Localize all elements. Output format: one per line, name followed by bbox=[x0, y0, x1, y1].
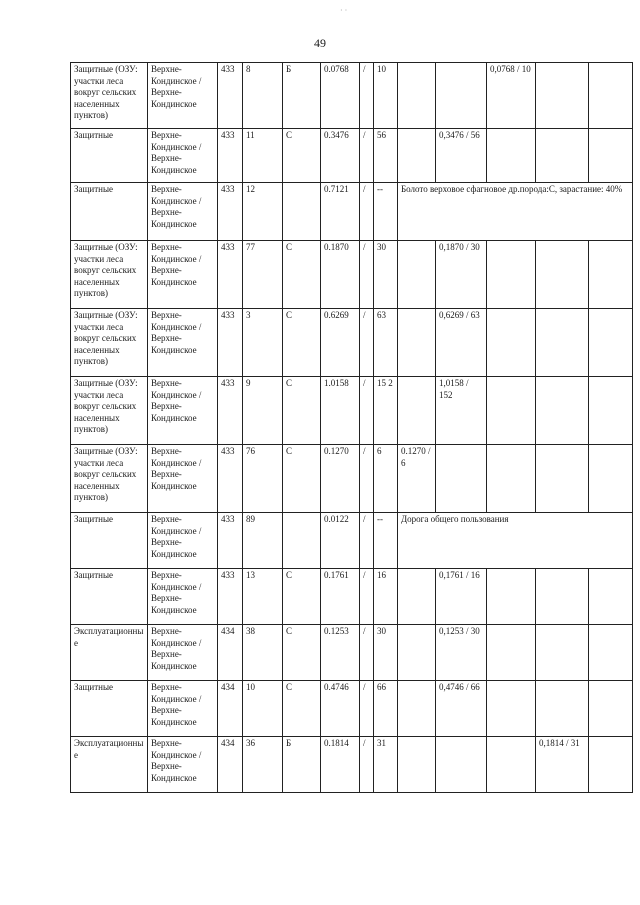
cell-age: 63 bbox=[374, 309, 398, 377]
cell-plot: 10 bbox=[243, 681, 283, 737]
cell-category: Эксплуатационные bbox=[71, 737, 148, 793]
cell-class-2: 0,6269 / 63 bbox=[436, 309, 487, 377]
cell-note: Болото верховое сфагновое др.порода:С, зарастание: 40% bbox=[398, 183, 633, 241]
cell-separator: / bbox=[360, 241, 374, 309]
cell-area: 0.0122 bbox=[321, 513, 360, 569]
cell-class-4 bbox=[536, 625, 589, 681]
cell-age: -- bbox=[374, 513, 398, 569]
cell-forestry: Верхне-Кондинское / Верхне-Кондинское bbox=[148, 129, 218, 183]
cell-quarter: 433 bbox=[218, 445, 243, 513]
cell-class-3 bbox=[487, 681, 536, 737]
cell-separator: / bbox=[360, 129, 374, 183]
cell-plot: 9 bbox=[243, 377, 283, 445]
cell-plot: 3 bbox=[243, 309, 283, 377]
cell-age: 16 bbox=[374, 569, 398, 625]
cell-class-1 bbox=[398, 625, 436, 681]
cell-quarter: 433 bbox=[218, 309, 243, 377]
cell-class-1 bbox=[398, 737, 436, 793]
cell-note: Дорога общего пользования bbox=[398, 513, 633, 569]
cell-species: Б bbox=[283, 737, 321, 793]
cell-plot: 13 bbox=[243, 569, 283, 625]
cell-species: С bbox=[283, 241, 321, 309]
cell-forestry: Верхне-Кондинское / Верхне-Кондинское bbox=[148, 569, 218, 625]
cell-forestry: Верхне-Кондинское / Верхне-Кондинское bbox=[148, 241, 218, 309]
cell-area: 0.1814 bbox=[321, 737, 360, 793]
cell-class-4 bbox=[536, 241, 589, 309]
cell-empty bbox=[589, 309, 633, 377]
cell-empty bbox=[589, 737, 633, 793]
cell-species: С bbox=[283, 129, 321, 183]
cell-category: Защитные bbox=[71, 183, 148, 241]
cell-quarter: 433 bbox=[218, 183, 243, 241]
cell-species: Б bbox=[283, 63, 321, 129]
cell-empty bbox=[589, 63, 633, 129]
cell-age: 56 bbox=[374, 129, 398, 183]
cell-class-2 bbox=[436, 445, 487, 513]
cell-quarter: 434 bbox=[218, 625, 243, 681]
table-body bbox=[71, 63, 633, 793]
cell-area: 1.0158 bbox=[321, 377, 360, 445]
cell-species: С bbox=[283, 569, 321, 625]
cell-separator: / bbox=[360, 737, 374, 793]
cell-category: Защитные (ОЗУ: участки леса вокруг сельских населенных пунктов) bbox=[71, 63, 148, 129]
cell-class-3 bbox=[487, 737, 536, 793]
cell-age: 30 bbox=[374, 241, 398, 309]
cell-plot: 76 bbox=[243, 445, 283, 513]
table-row bbox=[71, 513, 633, 569]
cell-age: 66 bbox=[374, 681, 398, 737]
cell-species: С bbox=[283, 625, 321, 681]
cell-category: Защитные bbox=[71, 681, 148, 737]
cell-quarter: 434 bbox=[218, 681, 243, 737]
cell-separator: / bbox=[360, 63, 374, 129]
cell-forestry: Верхне-Кондинское / Верхне-Кондинское bbox=[148, 625, 218, 681]
cell-separator: / bbox=[360, 377, 374, 445]
cell-plot: 8 bbox=[243, 63, 283, 129]
page-number: 49 bbox=[314, 36, 326, 50]
cell-species: С bbox=[283, 445, 321, 513]
cell-forestry: Верхне-Кондинское / Верхне-Кондинское bbox=[148, 309, 218, 377]
table-row bbox=[71, 63, 633, 129]
cell-class-2 bbox=[436, 63, 487, 129]
cell-forestry: Верхне-Кондинское / Верхне-Кондинское bbox=[148, 445, 218, 513]
cell-class-3 bbox=[487, 309, 536, 377]
cell-empty bbox=[589, 241, 633, 309]
cell-class-4 bbox=[536, 377, 589, 445]
cell-forestry: Верхне-Кондинское / Верхне-Кондинское bbox=[148, 513, 218, 569]
cell-class-3 bbox=[487, 377, 536, 445]
cell-class-4 bbox=[536, 681, 589, 737]
cell-age: 15 2 bbox=[374, 377, 398, 445]
cell-forestry: Верхне-Кондинское / Верхне-Кондинское bbox=[148, 681, 218, 737]
cell-species: С bbox=[283, 681, 321, 737]
cell-species: С bbox=[283, 377, 321, 445]
scan-artifact: · · bbox=[340, 6, 348, 15]
cell-age: 31 bbox=[374, 737, 398, 793]
cell-category: Защитные bbox=[71, 569, 148, 625]
cell-age: 6 bbox=[374, 445, 398, 513]
cell-area: 0.1253 bbox=[321, 625, 360, 681]
table-row bbox=[71, 737, 633, 793]
cell-class-4: 0,1814 / 31 bbox=[536, 737, 589, 793]
cell-empty bbox=[589, 377, 633, 445]
cell-class-1 bbox=[398, 129, 436, 183]
cell-area: 0.1870 bbox=[321, 241, 360, 309]
cell-class-3 bbox=[487, 241, 536, 309]
cell-species bbox=[283, 513, 321, 569]
cell-age: 30 bbox=[374, 625, 398, 681]
cell-class-3: 0,0768 / 10 bbox=[487, 63, 536, 129]
cell-class-4 bbox=[536, 569, 589, 625]
cell-category: Защитные (ОЗУ: участки леса вокруг сельских населенных пунктов) bbox=[71, 377, 148, 445]
cell-class-2: 0,3476 / 56 bbox=[436, 129, 487, 183]
cell-forestry: Верхне-Кондинское / Верхне-Кондинское bbox=[148, 377, 218, 445]
cell-separator: / bbox=[360, 309, 374, 377]
cell-category: Защитные (ОЗУ: участки леса вокруг сельских населенных пунктов) bbox=[71, 309, 148, 377]
cell-class-3 bbox=[487, 445, 536, 513]
cell-area: 0.0768 bbox=[321, 63, 360, 129]
cell-plot: 36 bbox=[243, 737, 283, 793]
cell-class-2: 0,1870 / 30 bbox=[436, 241, 487, 309]
cell-forestry: Верхне-Кондинское / Верхне-Кондинское bbox=[148, 737, 218, 793]
cell-class-4 bbox=[536, 445, 589, 513]
cell-empty bbox=[589, 625, 633, 681]
cell-class-1 bbox=[398, 241, 436, 309]
cell-plot: 38 bbox=[243, 625, 283, 681]
cell-plot: 89 bbox=[243, 513, 283, 569]
table-row bbox=[71, 183, 633, 241]
cell-category: Защитные bbox=[71, 129, 148, 183]
cell-class-2: 1,0158 / 152 bbox=[436, 377, 487, 445]
cell-class-1 bbox=[398, 377, 436, 445]
cell-area: 0.6269 bbox=[321, 309, 360, 377]
cell-class-1 bbox=[398, 309, 436, 377]
table-row bbox=[71, 377, 633, 445]
cell-quarter: 433 bbox=[218, 377, 243, 445]
cell-species: С bbox=[283, 309, 321, 377]
cell-separator: / bbox=[360, 183, 374, 241]
cell-quarter: 434 bbox=[218, 737, 243, 793]
cell-empty bbox=[589, 129, 633, 183]
cell-class-4 bbox=[536, 63, 589, 129]
cell-category: Защитные (ОЗУ: участки леса вокруг сельских населенных пунктов) bbox=[71, 241, 148, 309]
table-row bbox=[71, 681, 633, 737]
cell-area: 0.4746 bbox=[321, 681, 360, 737]
cell-class-3 bbox=[487, 129, 536, 183]
cell-species bbox=[283, 183, 321, 241]
cell-quarter: 433 bbox=[218, 569, 243, 625]
table-row bbox=[71, 569, 633, 625]
cell-class-2: 0,1253 / 30 bbox=[436, 625, 487, 681]
table-row bbox=[71, 309, 633, 377]
cell-class-3 bbox=[487, 569, 536, 625]
cell-plot: 77 bbox=[243, 241, 283, 309]
cell-area: 0.7121 bbox=[321, 183, 360, 241]
cell-separator: / bbox=[360, 625, 374, 681]
cell-quarter: 433 bbox=[218, 513, 243, 569]
cell-class-1 bbox=[398, 681, 436, 737]
table-row bbox=[71, 129, 633, 183]
table-row bbox=[71, 625, 633, 681]
cell-category: Эксплуатационные bbox=[71, 625, 148, 681]
cell-forestry: Верхне-Кондинское / Верхне-Кондинское bbox=[148, 63, 218, 129]
cell-empty bbox=[589, 569, 633, 625]
cell-separator: / bbox=[360, 569, 374, 625]
cell-category: Защитные (ОЗУ: участки леса вокруг сельских населенных пунктов) bbox=[71, 445, 148, 513]
cell-separator: / bbox=[360, 445, 374, 513]
cell-quarter: 433 bbox=[218, 241, 243, 309]
cell-class-1 bbox=[398, 569, 436, 625]
cell-separator: / bbox=[360, 513, 374, 569]
cell-category: Защитные bbox=[71, 513, 148, 569]
cell-empty bbox=[589, 681, 633, 737]
forest-plots-table bbox=[70, 62, 633, 793]
cell-forestry: Верхне-Кондинское / Верхне-Кондинское bbox=[148, 183, 218, 241]
cell-class-4 bbox=[536, 309, 589, 377]
cell-plot: 11 bbox=[243, 129, 283, 183]
cell-plot: 12 bbox=[243, 183, 283, 241]
cell-area: 0.3476 bbox=[321, 129, 360, 183]
cell-separator: / bbox=[360, 681, 374, 737]
cell-quarter: 433 bbox=[218, 63, 243, 129]
cell-class-2 bbox=[436, 737, 487, 793]
cell-class-1 bbox=[398, 63, 436, 129]
cell-class-2: 0,1761 / 16 bbox=[436, 569, 487, 625]
cell-area: 0.1270 bbox=[321, 445, 360, 513]
cell-empty bbox=[589, 445, 633, 513]
table-row bbox=[71, 445, 633, 513]
cell-age: 10 bbox=[374, 63, 398, 129]
cell-class-3 bbox=[487, 625, 536, 681]
cell-area: 0.1761 bbox=[321, 569, 360, 625]
cell-class-1: 0.1270 / 6 bbox=[398, 445, 436, 513]
cell-class-2: 0,4746 / 66 bbox=[436, 681, 487, 737]
cell-class-4 bbox=[536, 129, 589, 183]
table-row bbox=[71, 241, 633, 309]
cell-quarter: 433 bbox=[218, 129, 243, 183]
cell-age: -- bbox=[374, 183, 398, 241]
